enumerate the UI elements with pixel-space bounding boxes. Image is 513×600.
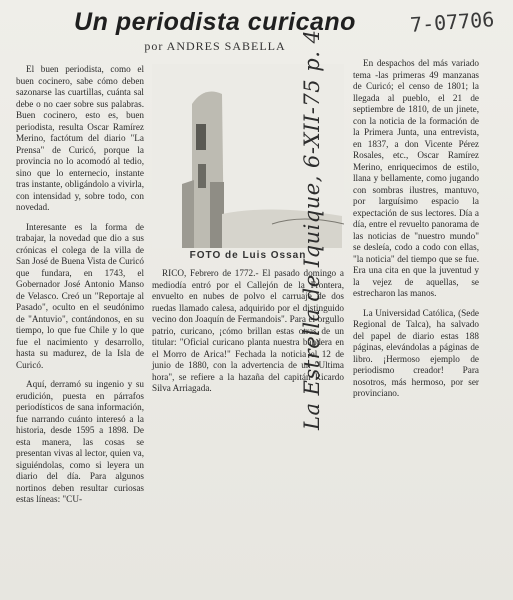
paragraph: Interesante es la forma de trabajar, la novedad que dio a sus crónicas el colega de la villa de San José de Buena Vista de Curicó que fundara, en 1743, el Gobernador José Antonio Manso de Velasco. Creó un "Reportaje al Pasado", oculto en el seudónimo de "Antuvio", contándonos, en su tiempo, lo que fue Chile y lo que fue el nacimiento y desarrollo, hasta su madurez, de la Isla de Curicó. <box>16 221 144 370</box>
handwritten-source-note: La Estrella de Iquique, 6-XII-75 p. 4 <box>300 29 324 430</box>
article-byline: por ANDRES SABELLA <box>144 39 286 53</box>
archive-stamp: 7-07706 <box>409 7 496 37</box>
paragraph: El buen periodista, como el buen cocinero, sabe cómo deben sazonarse las cuartillas, cuánta sal debe o no caer sobre sus palabras. Buen cocinero, esto es, buen periodista, resulta Oscar Ramírez Merino, factótum del diario "La Prensa" de Curicó, porque la provincia no lo acomodó al tedio, sino que lo enternecio, instante tras instante, obligándolo a vivirla, con intensidad y, sobre todo, con novedad. <box>16 64 144 212</box>
article-title: Un periodista curicano <box>74 8 356 36</box>
article-column-3 <box>353 58 479 408</box>
article-column-1 <box>16 64 144 514</box>
photo-caption: FOTO de Luis Ossan <box>189 250 307 261</box>
paragraph: La Universidad Católica, (Sede Regional de Talca), ha salvado del papel de diario estas 188 páginas, elevándolas a páginas de libro. ¡Hermoso ejemplo de periodismo creador! Para nosotros, más hermoso, por ser provinciano. <box>353 307 479 398</box>
paragraph: Aquí, derramó su ingenio y su erudición, puesta en párrafos periodísticos de sana información, fue narrando cuánto interesó a la historia, desde 1595 a 1898. De esta manera, las cosas se presentan vivas al lector, quien va, siguiéndolas, como si leyera un diario del día. Para algunos nortinos deben resultar curiosas estas líneas: "CU- <box>16 379 144 504</box>
paragraph: RICO, Febrero de 1772.- El pasado domingo a mediodía entró por el Callejón de la Frontera, envuelto en nubes de polvo el carruaje de dos ruedas llamado calesa, adquirido por el distinguido vecino don Joaquín de Fermandois". Para el orgullo patrio, curicano, ¡cómo brillan estas otras de un titular: "Oficial curicano planta nuestra bandera en el Morro de Arica!" Fechada la noticia el 12 de junio de 1880, con la advertencia de un "Ultima hora", se refiere a la hazaña del capitán Ricardo Silva Arriagada. <box>152 268 344 393</box>
paragraph: En despachos del más variado tema -las primeras 49 manzanas de Curicó; el censo de 1801; la llegada al pueblo, el 21 de septiembre de 1810, de un jinete, con la noticia de la formación de la Primera Junta, una entrevista, en 1837, a don Vicente Pérez Rosales, etc., Oscar Ramírez Merino, enriquecimos de estilo, llana y bellamente, como jugando con sombras ilustres, mantuvo, por larguísimo espacio la expectación de sus lectores. Día a día, entre el revuelto panorama de las noticias de "nuestro mundo" se desleía, codo a codo con ellas, "la noticia" del tiempo que se fue. Era una cita en que la juventud y la vejez de aquellas, se estrecharon las manos. <box>353 58 479 298</box>
